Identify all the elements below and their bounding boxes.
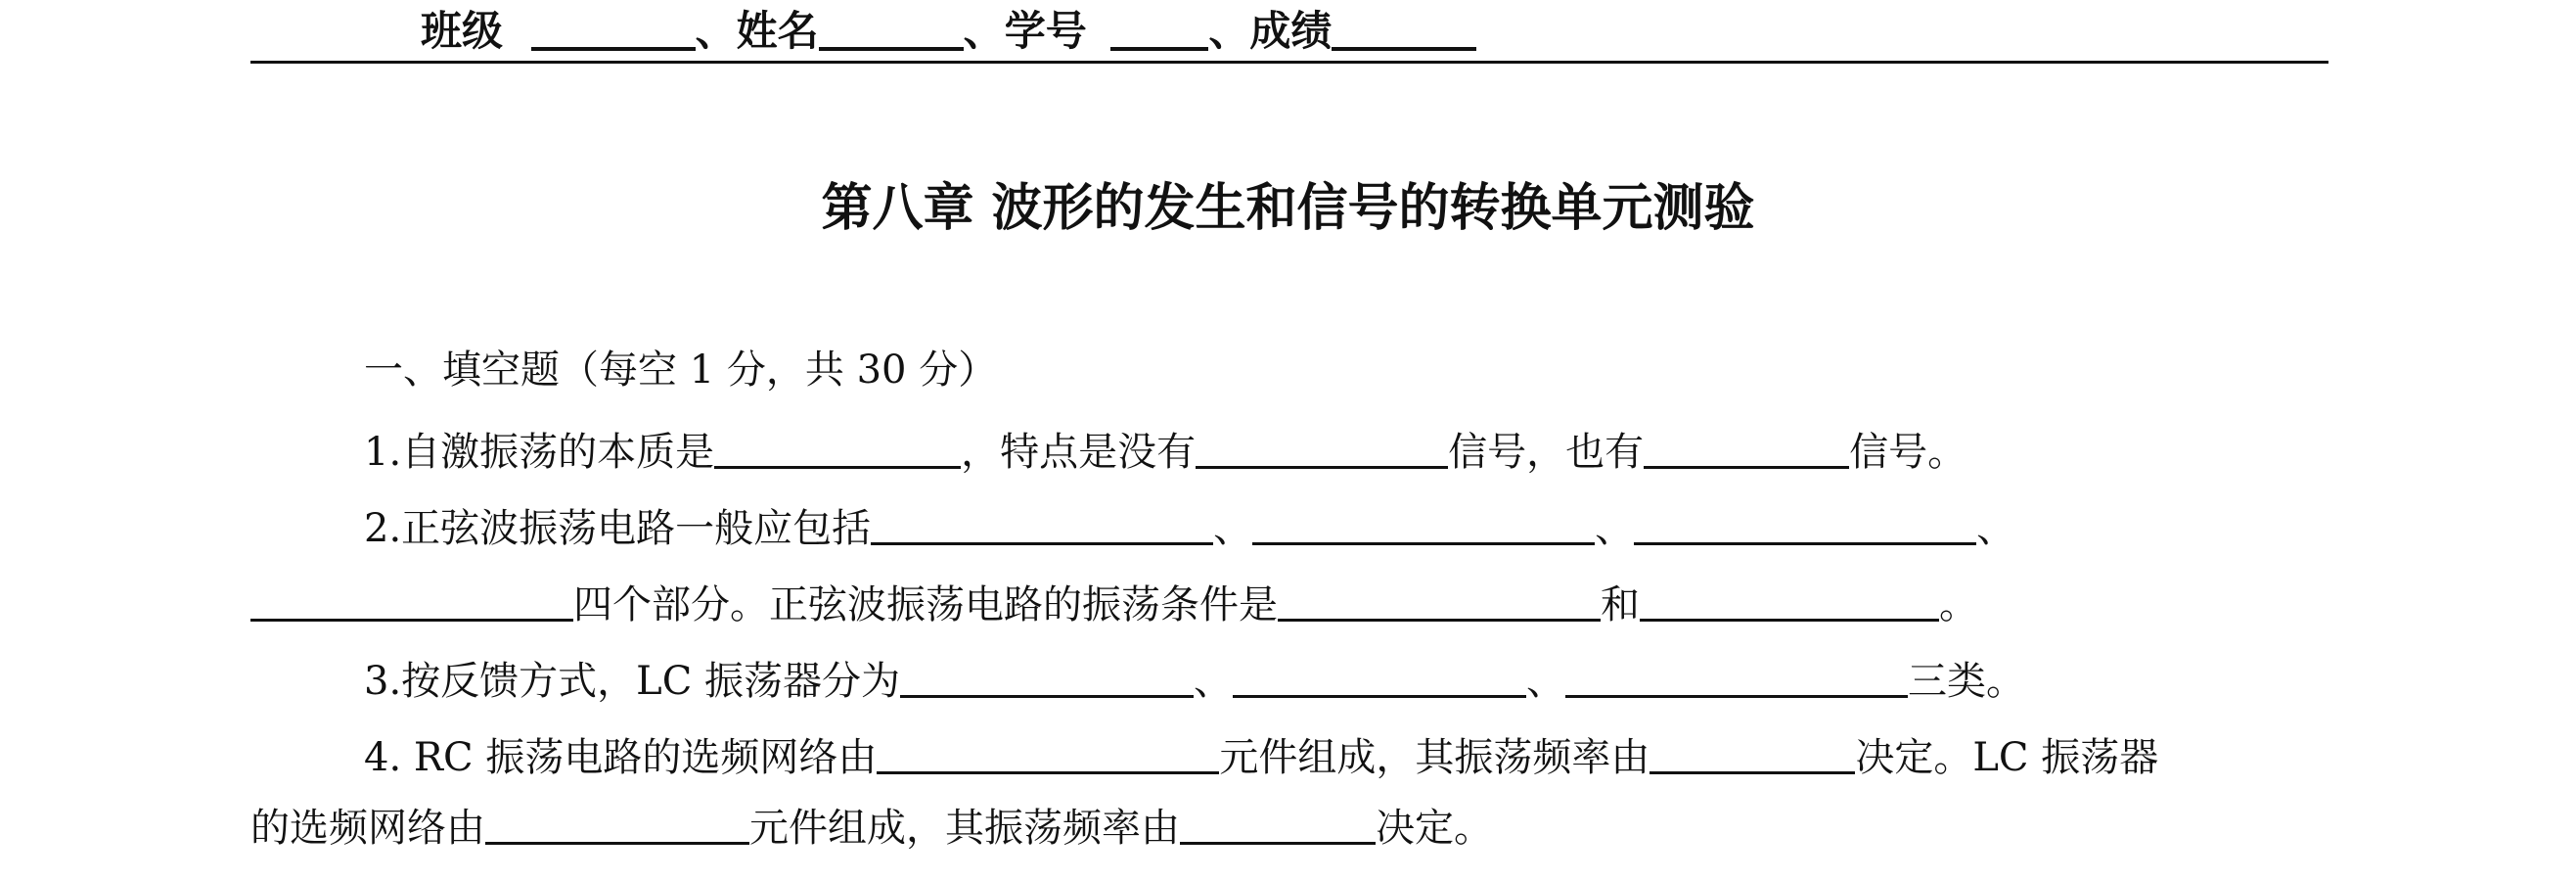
q3-text-b: 、	[1194, 659, 1234, 704]
q4-blank-2[interactable]	[1650, 732, 1855, 774]
q2-blank-6[interactable]	[1640, 580, 1939, 622]
q4-text-c: 决定。LC 振荡器	[1855, 735, 2159, 780]
id-blank[interactable]	[1110, 4, 1208, 51]
q2-text-a: 2.正弦波振荡电路一般应包括	[364, 506, 872, 551]
q3-blank-3[interactable]	[1565, 656, 1908, 698]
q2-blank-3[interactable]	[1634, 503, 1976, 545]
q2-text-d: 、	[1976, 506, 2016, 551]
q3-text-a: 3.按反馈方式，LC 振荡器分为	[364, 659, 901, 704]
q1-blank-2[interactable]	[1196, 427, 1448, 469]
separator: 、	[963, 7, 1005, 55]
score-label: 成绩	[1249, 7, 1333, 55]
q2-text-c: 、	[1595, 506, 1635, 551]
question-2-continued	[250, 578, 1978, 632]
q4-text-d: 的选频网络由	[250, 806, 485, 851]
q2-text-f: 和	[1601, 582, 1640, 627]
id-label: 学号	[1004, 7, 1087, 55]
separator: 、	[1208, 7, 1250, 55]
question-3	[364, 654, 2025, 709]
q3-text-c: 、	[1526, 659, 1566, 704]
q1-text-d: 信号。	[1849, 430, 1967, 475]
q1-blank-1[interactable]	[714, 427, 961, 469]
question-2	[364, 501, 2015, 556]
q2-text-b: 、	[1213, 506, 1253, 551]
q4-blank-3[interactable]	[485, 803, 749, 845]
question-1	[364, 425, 1966, 480]
q1-text-a: 1.自激振荡的本质是	[364, 430, 715, 475]
q4-text-a: 4. RC 振荡电路的选频网络由	[364, 735, 878, 780]
q2-blank-4[interactable]	[250, 580, 573, 622]
class-blank[interactable]	[531, 4, 696, 51]
q2-blank-5[interactable]	[1278, 580, 1601, 622]
q3-blank-2[interactable]	[1233, 656, 1526, 698]
q4-text-e: 元件组成，其振荡频率由	[749, 806, 1180, 851]
q4-blank-1[interactable]	[877, 732, 1219, 774]
q4-text-b: 元件组成，其振荡频率由	[1219, 735, 1650, 780]
chapter-title: 第八章 波形的发生和信号的转换单元测验	[821, 179, 1755, 238]
q3-blank-1[interactable]	[900, 656, 1194, 698]
separator: 、	[695, 7, 737, 55]
class-label: 班级	[421, 7, 504, 55]
q2-text-e: 四个部分。正弦波振荡电路的振荡条件是	[573, 582, 1278, 627]
name-blank[interactable]	[819, 4, 964, 51]
q1-blank-3[interactable]	[1644, 427, 1849, 469]
question-4-continued	[250, 801, 1493, 856]
q2-text-g: 。	[1939, 582, 1978, 627]
score-blank[interactable]	[1332, 4, 1476, 51]
q2-blank-1[interactable]	[871, 503, 1213, 545]
q1-text-c: 信号，也有	[1448, 430, 1645, 475]
name-label: 姓名	[736, 7, 819, 55]
q3-text-d: 三类。	[1908, 659, 2026, 704]
question-4	[364, 730, 2158, 785]
q2-blank-2[interactable]	[1252, 503, 1595, 545]
q1-text-b: ，特点是没有	[961, 430, 1197, 475]
student-info-line	[421, 4, 1476, 59]
section-heading: 一、填空题（每空 1 分，共 30 分）	[364, 348, 998, 393]
q4-text-f: 决定。	[1376, 806, 1493, 851]
q4-blank-4[interactable]	[1180, 803, 1376, 845]
header-divider	[250, 61, 2328, 64]
